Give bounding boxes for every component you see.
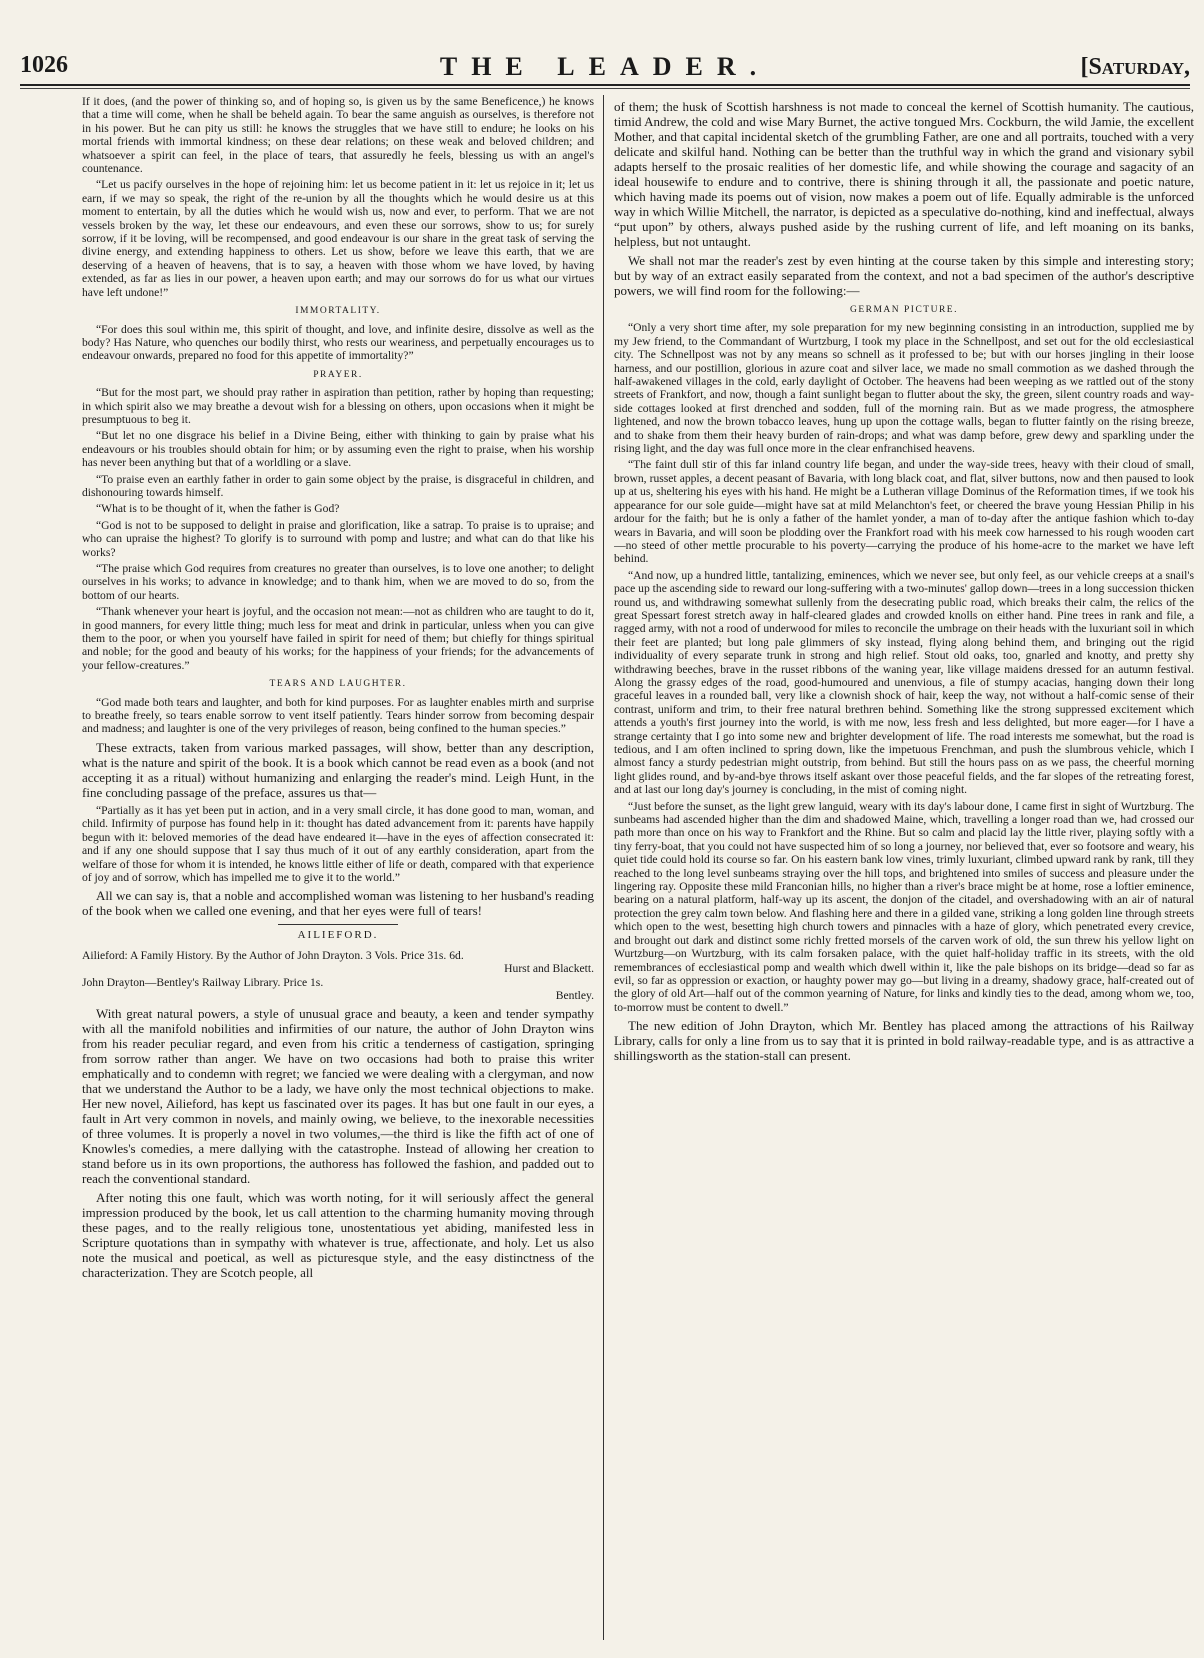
paragraph: of them; the husk of Scottish harshness is not made to conceal the kernel of Scottish humanity. The cautious, timid Andrew, the cold and wise Mary Burnet, the active tongued Mrs. Cockburn, the wild Jamie, the excellent Mother, and that capital incidental sketch of the grumbling Father, are one and all portraits, touched with a very delicate and skilful hand. Nothing can be better than the truthful way in which the grand and visionary sybil adapts herself to the prosaic realities of her domestic life, and while showing the courage and sagacity of an ideal housewife to endure and to contrive, there is shining through it all, the passionate and poetic nature, which having made its poems out of vision, now makes a poem out of life. Equally admirable is the unforced way in which Willie Mitchell, the narrator, is depicted as a speculative do-nothing, kind and ineffectual, always “put upon” by others, always pushed aside by the rushing current of life, and left moaning on its banks, helpless, but not untaught.	[614, 99, 1194, 249]
paragraph: “The faint dull stir of this far inland country life began, and under the way-side trees, heavy with their cloud of small, brown, russet apples, a decent peasant of Bavaria, with long black coat, and flat, silver buttons, now and then paused to look up at us, sheltering his eyes with his hand. He might be a Lutheran village Dominus of the Reformation times, if we took his appearance for our sole guide—might have sat at mild Melanchton's feet, or cheered the brave young Hessian Philip in his ardour for the faith; but he is only a father of the hamlet yonder, a man of to-day after the antique fashion which to-day wears in Bavaria, and will soon be plodding over the Frankfort road with his meek cow harnessed to his rough wooden cart—no steed of other mettle procurable to his poverty—carrying the produce of his home-acre to the market we have left behind.	[614, 458, 1194, 566]
paragraph: All we can say is, that a noble and accomplished woman was listening to her husband's reading of the book when we called one evening, and that her eyes were full of tears!	[82, 888, 594, 919]
bib-entry: Ailieford: A Family History. By the Author of John Drayton. 3 Vols. Price 31s. 6d.	[82, 948, 464, 962]
section-heading: TEARS AND LAUGHTER.	[269, 679, 407, 690]
header-rule-thin	[20, 88, 1190, 89]
masthead-title: THE LEADER.	[439, 52, 771, 81]
paragraph: “Just before the sunset, as the light grew languid, weary with its day's labour done, I came first in sight of Wurtzburg. The sunbeams had ascended higher than the dim and shadowed Maine, which, travelling a longer road than we, had crossed our path more than once on his way to Frankfort and the Rhine. But so calm and placid lay the little river, playing softly with a tiny ferry-boat, that you could not have suspected him of so long a journey, nor believed that, ever so footsore and weary, his quiet tide could hold its course so far. On his eastern bank low vines, trimly luxuriant, climbed upward rank by rank, till they reached to the long level sunbeams straying over the hill tops, and brightened into smiles of success and pleasure under the lingering ray. Opposite these mild Franconian hills, no higher than a river's brace might be at home, rose a loftier eminence, bearing on a natural platform, half-way up its ascent, the donjon of the citadel, and overshadowing with an air of natural protection the grey calm town below. And flashing here and there in a gilded vane, striking a long golden line through streets which open to the west, besetting high church towers and pinnacles with a haze of glory, which penetrated every crevice, and brought out dark and distinct some richly fretted morsels of the carven work of old, the sun threw his yellow light on Wurtzburg—on Wurtzburg, with its calm forsaken palace, with the quiet half-holiday traffic in its streets, with the old remembrances of ecclesiastical pomp and wealth which dwell within it, like the pale bishops on its bridge—dead so far as evil, so far as oppression or exaction, or haughty power may go—but living in a dreamy, shadowy grace, half-created out of the glory of old Art—half out of the common yearning of Nature, for links and kindly ties to the dead, among whom we, too, to-morrow must be content to dwell.”	[614, 799, 1194, 1014]
paragraph: “To praise even an earthly father in order to gain some object by the praise, is disgraceful in children, and dishonouring towards himself.	[82, 472, 594, 499]
paragraph: We shall not mar the reader's zest by even hinting at the course taken by this simple and interesting story; but by way of an extract easily separated from the context, and not a bad specimen of the author's descriptive powers, we will find room for the following:—	[614, 253, 1194, 298]
paragraph: “Thank whenever your heart is joyful, and the occasion not mean:—not as children who are taught to do it, in good manners, for every little thing; much less for meat and drink in particular, unless when you can give them to the poor, or when you yourself have failed in spirit for need of them; but chiefly for things spiritual and noble; for the good and beauty of his works; for the happiness of your friends; for the advancements of your fellow-creatures.”	[82, 605, 594, 672]
header-rule	[20, 84, 1190, 86]
page-header	[20, 52, 1190, 86]
paragraph: “Only a very short time after, my sole preparation for my new beginning consisting in an introduction, supplied me by my Jew friend, to the Commandant of Wurtzburg, I took my place in the Schnellpost, and set out for the old ecclesiastical city. The Schnellpost was not by any means so schnell as it professed to be; but with our horses jingling in their loose harness, and our postillion, glorious in azure coat and silver lace, we made no small commotion as we dashed through the half-awakened villages in the cold, early daylight of October. The heavens had been weeping as we rattled out of the stony streets of Frankfort, and now, though a faint sunlight began to flutter about the sky, the green, silent country roads and way-side cottages looked at first drenched and sodden, full of the morning rain. But as we made progress, the atmosphere lightened, and now the brown tobacco leaves, hung up upon the cottage walls, began to flutter faintly on the rising breeze, and to shake from them their heavy burden of rain-drops; and what was damp before, grew dewy and sparkling under the rising light, and the day was full once more in the clear enfranchised heavens.	[614, 321, 1194, 456]
section-heading: PRAYER.	[313, 369, 363, 380]
paragraph: “But for the most part, we should pray rather in aspiration than petition, rather by hoping than requesting; in which spirit also we may breathe a devout wish for a blessing on others, upon occasions when it might be presumptuous to beg it.	[82, 386, 594, 426]
paragraph: If it does, (and the power of thinking so, and of hoping so, is given us by the same Beneficence,) he knows that a time will come, when he shall be beheld again. To bear the same anguish as ourselves, is therefore not in his power. But he can pity us still: he knows the struggles that we have still to endure; he looks on his mortal friends with immortal kindness; on these dear relations; on these weak and beloved children; and whatsoever a spirit can feel, in the place of tears, that assuredly he feels, blessing us with an angel's countenance.	[82, 95, 594, 176]
section-heading: IMMORTALITY.	[295, 306, 381, 317]
section-divider	[278, 924, 398, 925]
paragraph: These extracts, taken from various marked passages, will show, better than any description, what is the nature and spirit of the book. It is a book which cannot be read even as a book (and not accepting it as a ritual) without humanizing and enlarging the reader's mind. Leigh Hunt, in the fine concluding passage of the preface, assures us that—	[82, 739, 594, 800]
paragraph: “What is to be thought of it, when the father is God?	[96, 502, 340, 516]
paragraph: The new edition of John Drayton, which Mr. Bentley has placed among the attractions of his Railway Library, calls for only a line from us to say that it is printed in bold railway-readable type, and is as attractive a shillingsworth as the station-stall can present.	[614, 1018, 1194, 1064]
bib-entry: John Drayton—Bentley's Railway Library. Price 1s.	[82, 975, 324, 989]
section-heading: GERMAN PICTURE.	[849, 305, 958, 315]
paragraph: “God made both tears and laughter, and both for kind purposes. For as laughter enables mirth and surprise to breathe freely, so tears enable sorrow to vent itself patiently. Tears hinder sorrow from becoming despair and madness; and laughter is one of the very privileges of reason, being confined to the human species.”	[82, 695, 594, 736]
paragraph: “Partially as it has yet been put in action, and in a very small circle, it has done good to man, woman, and child. Infirmity of purpose has found help in it: thought has dated advancement from it: parents have happily begun with it: beloved memories of the dead have endeared it—have in the eyes of affection consecrated it: and if any one should suppose that I say thus much of it out of any earthly consideration, apart from the welfare of those for whom it is intended, he knows little either of life or death, compared with that experience of joy and of sorrow, which has impelled me to give it to the world.”	[82, 803, 594, 884]
paragraph: “The praise which God requires from creatures no greater than ourselves, is to love one another; to delight ourselves in his works; to advance in knowledge; and to thank him, when we are moved to do so, from the bottom of our hearts.	[82, 562, 594, 602]
paragraph: With great natural powers, a style of unusual grace and beauty, a keen and tender sympathy with all the manifold nobilities and infirmities of our nature, the author of John Drayton wins from his reader peculiar regard, and even from his critic a tenderness of castigation, springing from sorrow rather than anger. We have on two occasions had both to praise this writer emphatically and to condemn with regret; we fancied we were dealing with a clergyman, and now that we understand the Author to be a lady, we have only the most technical objections to make. Her new novel, Ailieford, has kept us fascinated over its pages. It has but one fault in our eyes, a fault in Art very common in novels, and mainly owing, we believe, to the inexorable necessities of three volumes. It is properly a novel in two volumes,—the third is like the fifth act of one of Knowles's comedies, a mere dallying with the catastrophe. Instead of allowing her creation to stand before us in its own proportions, the authoress has followed the fashion, and padded out to reach the conventional standard.	[82, 1006, 594, 1187]
review-title: AILIEFORD.	[297, 929, 379, 942]
paragraph: After noting this one fault, which was worth noting, for it will seriously affect the general impression produced by the book, let us call attention to the charming humanity moving through these pages, and to the really religious tone, unostentatious yet abiding, manifested less in Scripture quotations than in sympathy with whatever is true, affectionate, and holy. Let us also note the musical and poetical, as well as picturesque style, and the easy distinctness of the characterization. They are Scotch people, all	[82, 1190, 594, 1281]
paragraph: “Let us pacify ourselves in the hope of rejoining him: let us become patient in it: let us rejoice in it; let us earn, if we may so speak, the right of the re-union by all the thoughts which he would desire us at this moment to entertain, by all the duties which he would wish us, now and ever, to perform. That we are not vessels broken by the way, let these our endeavours, and even these our sorrows, show to us; for surely sorrow, if it be loving, will be recompensed, and good endeavour is our share in the great task of serving the divine energy, and extending happiness to others. Let us show, before we leave this earth, that we are deserving of a heaven of heavens, that is to say, a heaven with those whom we have loved, by having extended, as far as lies in our power, a heaven upon earth; and may our sorrows do for us what our virtues have left undone!”	[82, 178, 594, 299]
page-number: 1026	[20, 52, 68, 78]
bibliography	[82, 949, 594, 1003]
bib-publisher: Bentley.	[555, 988, 594, 1002]
paragraph: “And now, up a hundred little, tantalizing, eminences, which we never see, but only feel, as our vehicle creeps at a snail's pace up the ascending side to reward our long-suffering with a two-minutes' gallop down—trees in a long succession thicken round us, and withdrawing somewhat sullenly from the desecrating public road, which breaks their calm, the relics of the great Spessart forest stretch away in half-cleared glades and crowded knolls on either hand. Pine trees in rank and file, a ragged army, with not a rood of underwood for miles to reconcile the umbrage on their heads with the luxuriant soil in which their feet are planted; but long pale glimmers of sky instead, flying along behind them, and bringing out the rigid individuality of every separate trunk in strong and high relief. Stout old oaks, too, gnarled and knotty, and pretty shy withdrawing beeches, brave in the russet ribbons of the waning year, like village maidens dressed for an autumn festival. Along the grassy edges of the road, good-humoured and unenvious, a file of stumpy acacias, hanging down their long graceful leaves in a rounded ball, very like a clownish shock of hair, keep the way, not without a half-comic sense of their contrast, uniform and trim, to their free natural brethren behind. Something like the strong suppressed excitement which attends a youth's first journey into the world, is with me now, less fresh and less delighted, but more eager—for I have a strange certainty that I go into some new and brighter development of life. The road interests me somewhat, but the road is tedious, and I am often inclined to spring down, like the impetuous Frenchman, and push the slumbrous vehicle, which I almost fancy a sturdy pedestrian might outstrip, from behind. But still the hours pass on as we pass, the cheerful morning light glides round, and by-and-bye throws itself askant over those peaceful fields, and the far slopes of the retreating forest, and at last our long day's journey is concluding, in the mist of coming night.	[614, 568, 1194, 797]
paragraph: “God is not to be supposed to delight in praise and glorification, like a satrap. To praise is to upraise; and who can upraise the highest? To glorify is to surround with pomp and lustre; and what can do that like his works?	[82, 518, 594, 559]
column-divider	[603, 95, 604, 1640]
paragraph: “But let no one disgrace his belief in a Divine Being, either with thinking to gain by praise what his endeavours or his troubles should obtain for him; or by assuming even the right to praise, when his worship has never been anything but that of a worldling or a slave.	[82, 429, 594, 470]
left-column	[82, 95, 594, 1640]
right-column	[614, 95, 1194, 1640]
header-day: [Saturday,	[1080, 54, 1190, 80]
bib-publisher: Hurst and Blackett.	[504, 962, 594, 976]
paragraph: “For does this soul within me, this spirit of thought, and love, and infinite desire, dissolve as well as the body? Has Nature, who quenches our bodily thirst, who rests our weariness, and perpetually encourages us to endeavour onwards, prepared no food for this appetite of immortality?”	[82, 322, 594, 363]
